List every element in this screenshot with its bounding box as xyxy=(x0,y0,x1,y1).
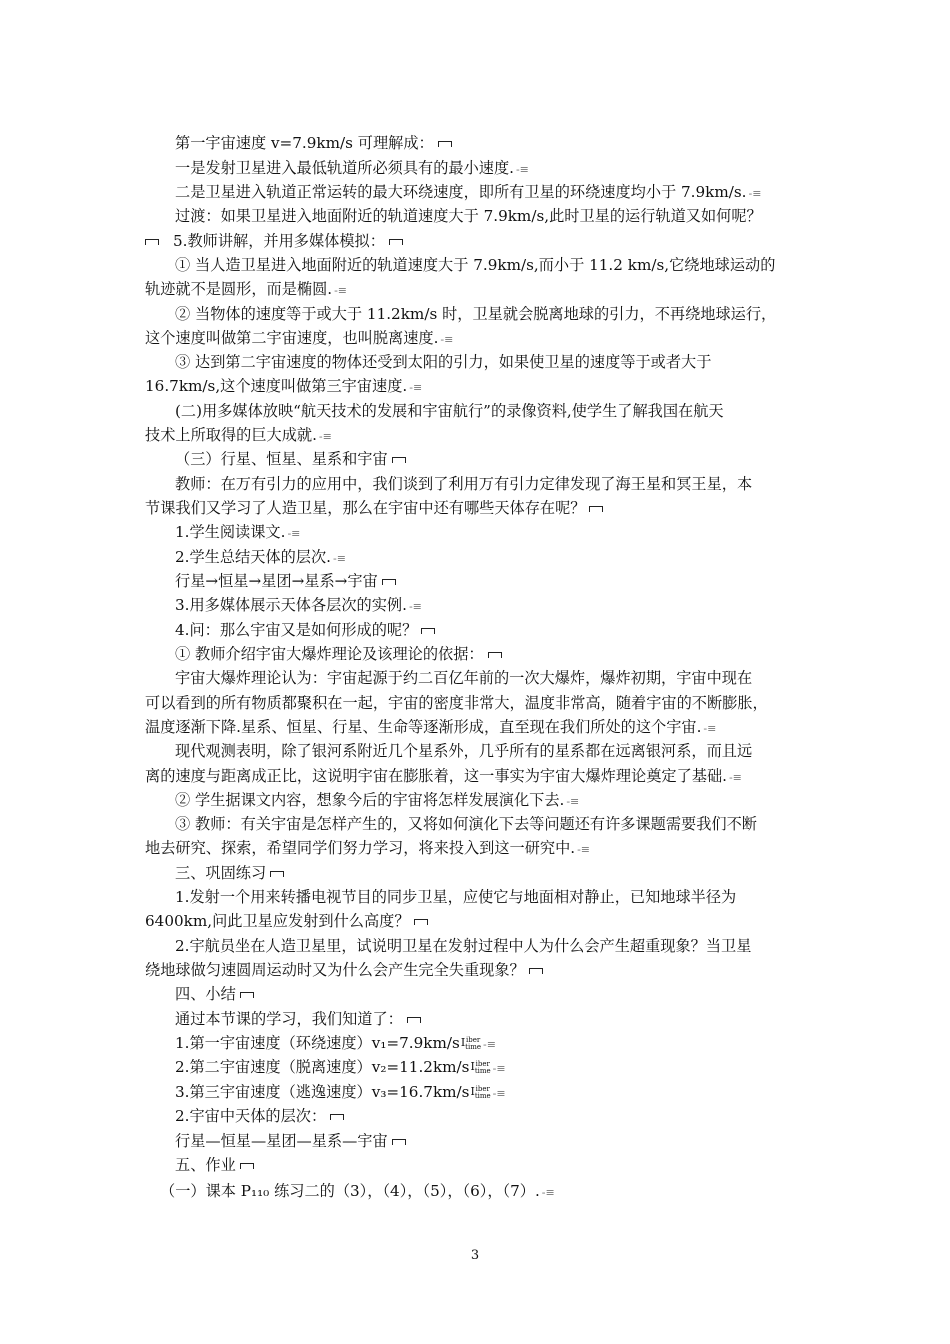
paragraph-mark-icon: -≡ xyxy=(703,722,717,735)
text-line xyxy=(175,982,810,1006)
line-text: 教师：在万有引力的应用中，我们谈到了利用万有引力定律发现了海王星和冥王星，本 xyxy=(175,475,753,493)
line-text: 一是发射卫星进入最低轨道所必须具有的最小速度. xyxy=(175,159,514,177)
line-text: 地去研究、探索，希望同学们努力学习，将来投入到这一研究中. xyxy=(145,839,576,857)
line-text: （三）行星、恒星、星系和宇宙 xyxy=(175,450,388,468)
text-line xyxy=(160,1179,810,1205)
line-text: 四、小结 xyxy=(175,985,236,1003)
paragraph-mark-icon: -≡ xyxy=(333,552,346,565)
line-break-mark-icon xyxy=(330,1114,344,1120)
text-line xyxy=(145,496,810,520)
line-break-mark-icon xyxy=(421,628,435,634)
line-text: 轨迹就不是圆形，而是椭圆. xyxy=(145,280,333,298)
line-text: 2.学生总结天体的层次. xyxy=(175,548,332,566)
paragraph-mark-icon: -≡ xyxy=(318,430,332,443)
page-number: 3 xyxy=(470,1248,480,1263)
text-line xyxy=(175,739,810,763)
text-line xyxy=(175,934,810,958)
line-break-mark-icon xyxy=(589,506,603,512)
text-line xyxy=(175,204,810,228)
line-text: 4.问：那么宇宙又是如何形成的呢？ xyxy=(175,621,418,639)
line-text: 1.学生阅读课文. xyxy=(175,523,286,541)
text-line xyxy=(175,885,810,909)
line-text: ② 学生据课文内容，想象今后的宇宙将怎样发展演化下去. xyxy=(175,791,565,809)
line-text: 2.第二宇宙速度（脱离速度）v₂=11.2km/s xyxy=(175,1058,470,1076)
line-text: （一）课本 P₁₁₀ 练习二的（3），（4），（5），（6），（7）. xyxy=(160,1182,540,1200)
text-line xyxy=(175,1031,810,1057)
text-line xyxy=(175,1104,810,1128)
line-break-mark-icon xyxy=(392,1139,406,1145)
text-line xyxy=(175,861,810,885)
text-line xyxy=(145,423,810,449)
text-line xyxy=(145,691,810,715)
line-text: 可以看到的所有物质都聚积在一起，宇宙的密度非常大，温度非常高，随着宇宙的不断膨胀， xyxy=(145,694,768,712)
line-text: ① 教师介绍宇宙大爆炸理论及该理论的依据： xyxy=(175,645,484,663)
line-text: ② 当物体的速度等于或大于 11.2km/s 时，卫星就会脱离地球的引力，不再绕地球运行， xyxy=(175,305,777,323)
text-line xyxy=(175,545,810,571)
text-line xyxy=(145,909,810,933)
line-text: 5.教师讲解，并用多媒体模拟： xyxy=(173,232,385,250)
paragraph-mark-icon: -≡ xyxy=(515,163,529,176)
paragraph-mark-icon: -≡ xyxy=(566,795,580,808)
paragraph-mark-icon: -≡ xyxy=(492,1087,506,1100)
line-break-mark-icon xyxy=(414,919,428,925)
paragraph-mark-icon: -≡ xyxy=(408,600,422,613)
line-break-mark-icon xyxy=(438,141,452,147)
line-text: ① 当人造卫星进入地面附近的轨道速度大于 7.9km/s,而小于 11.2 km/s,它绕地球运动的 xyxy=(175,256,776,274)
text-line xyxy=(145,229,810,253)
paragraph-mark-icon: -≡ xyxy=(334,284,348,297)
field-tag: I iber time xyxy=(470,1060,491,1075)
text-line xyxy=(175,1129,810,1153)
line-text: 3.第三宇宙速度（逃逸速度）v₃=16.7km/s xyxy=(175,1083,470,1101)
text-line xyxy=(175,302,810,326)
line-text: ③ 教师：有关宇宙是怎样产生的，又将如何演化下去等问题还有许多课题需要我们不断 xyxy=(175,815,757,833)
text-line xyxy=(175,642,810,666)
line-text: 1.第一宇宙速度（环绕速度）v₁=7.9km/s xyxy=(175,1034,460,1052)
line-text: 行星→恒星→星团→星系→宇宙 xyxy=(175,572,378,590)
paragraph-mark-icon: -≡ xyxy=(748,187,762,200)
line-text: 3.用多媒体展示天体各层次的实例. xyxy=(175,596,407,614)
line-text: 技术上所取得的巨大成就. xyxy=(145,426,317,444)
paragraph-mark-icon: -≡ xyxy=(409,381,423,394)
line-text: 6400km,问此卫星应发射到什么高度？ xyxy=(145,912,410,930)
text-line xyxy=(175,1055,810,1081)
line-break-mark-icon xyxy=(488,652,502,658)
text-line xyxy=(175,131,810,155)
line-text: 16.7km/s,这个速度叫做第三宇宙速度. xyxy=(145,377,408,395)
text-line xyxy=(175,618,810,642)
line-text: 1.发射一个用来转播电视节目的同步卫星，应使它与地面相对静止，已知地球半径为 xyxy=(175,888,737,906)
text-line xyxy=(175,180,810,206)
text-line xyxy=(175,1007,810,1031)
paragraph-mark-icon: -≡ xyxy=(492,1062,506,1075)
text-line xyxy=(145,836,810,862)
text-line xyxy=(145,326,810,352)
text-line xyxy=(175,520,810,546)
line-text: 2.宇宙中天体的层次： xyxy=(175,1107,327,1125)
paragraph-mark-icon: -≡ xyxy=(577,843,591,856)
line-text: 2.宇航员坐在人造卫星里，试说明卫星在发射过程中人为什么会产生超重现象？当卫星 xyxy=(175,937,752,955)
text-line xyxy=(175,399,810,423)
text-line xyxy=(175,1153,810,1177)
line-break-mark-icon xyxy=(240,992,254,998)
line-text: 宇宙大爆炸理论认为：宇宙起源于约二百亿年前的一次大爆炸，爆炸初期，宇宙中现在 xyxy=(175,669,753,687)
paragraph-mark-icon: -≡ xyxy=(541,1186,555,1199)
text-line xyxy=(175,666,810,690)
line-break-mark-icon xyxy=(392,457,406,463)
line-break-mark-icon xyxy=(389,239,403,245)
paragraph-mark-icon: -≡ xyxy=(483,1038,496,1051)
text-line xyxy=(175,447,810,471)
text-line xyxy=(145,374,810,400)
text-line xyxy=(175,156,810,182)
text-line xyxy=(145,958,810,982)
paragraph-mark-icon: -≡ xyxy=(440,333,454,346)
text-line xyxy=(175,472,810,496)
field-tag: I iber time xyxy=(460,1036,482,1051)
text-line xyxy=(175,350,810,374)
text-line xyxy=(175,812,810,836)
text-line xyxy=(145,277,810,303)
line-text: 离的速度与距离成正比，这说明宇宙在膨胀着，这一事实为宇宙大爆炸理论奠定了基础. xyxy=(145,767,727,785)
line-text: 这个速度叫做第二宇宙速度，也叫脱离速度. xyxy=(145,329,439,347)
line-text: 第一宇宙速度 v=7.9km/s 可理解成： xyxy=(175,134,434,152)
paragraph-mark-icon: -≡ xyxy=(287,527,301,540)
line-break-mark-icon xyxy=(240,1163,254,1169)
text-line xyxy=(175,788,810,814)
line-text: 温度逐渐下降.星系、恒星、行星、生命等逐渐形成，直至现在我们所处的这个宇宙. xyxy=(145,718,702,736)
line-break-mark-icon xyxy=(270,871,284,877)
line-break-mark-icon xyxy=(145,239,159,245)
text-line xyxy=(175,1080,810,1106)
text-line xyxy=(145,715,810,741)
line-text: (二)用多媒体放映“航天技术的发展和宇宙航行”的录像资料,使学生了解我国在航天 xyxy=(175,402,724,420)
line-text: 二是卫星进入轨道正常运转的最大环绕速度，即所有卫星的环绕速度均小于 7.9km/s. xyxy=(175,183,747,201)
field-tag: I iber time xyxy=(470,1085,491,1100)
line-break-mark-icon xyxy=(407,1017,421,1023)
text-line xyxy=(175,569,810,593)
line-text: 现代观测表明，除了银河系附近几个星系外，几乎所有的星系都在远离银河系，而且远 xyxy=(175,742,753,760)
line-text: 五、作业 xyxy=(175,1156,236,1174)
line-break-mark-icon xyxy=(529,968,543,974)
line-text: 三、巩固练习 xyxy=(175,864,267,882)
paragraph-mark-icon: -≡ xyxy=(728,771,742,784)
text-line xyxy=(175,593,810,619)
line-text: 行星—恒星—星团—星系—宇宙 xyxy=(175,1132,388,1150)
line-text: ③ 达到第二宇宙速度的物体还受到太阳的引力，如果使卫星的速度等于或者大于 xyxy=(175,353,712,371)
line-text: 通过本节课的学习，我们知道了： xyxy=(175,1010,403,1028)
line-text: 过渡：如果卫星进入地面附近的轨道速度大于 7.9km/s,此时卫星的运行轨道又如何呢？ xyxy=(175,207,762,225)
line-text: 节课我们又学习了人造卫星，那么在宇宙中还有哪些天体存在呢？ xyxy=(145,499,586,517)
text-line xyxy=(145,764,810,790)
line-break-mark-icon xyxy=(382,579,396,585)
text-line xyxy=(175,253,810,277)
line-text: 绕地球做匀速圆周运动时又为什么会产生完全失重现象？ xyxy=(145,961,525,979)
